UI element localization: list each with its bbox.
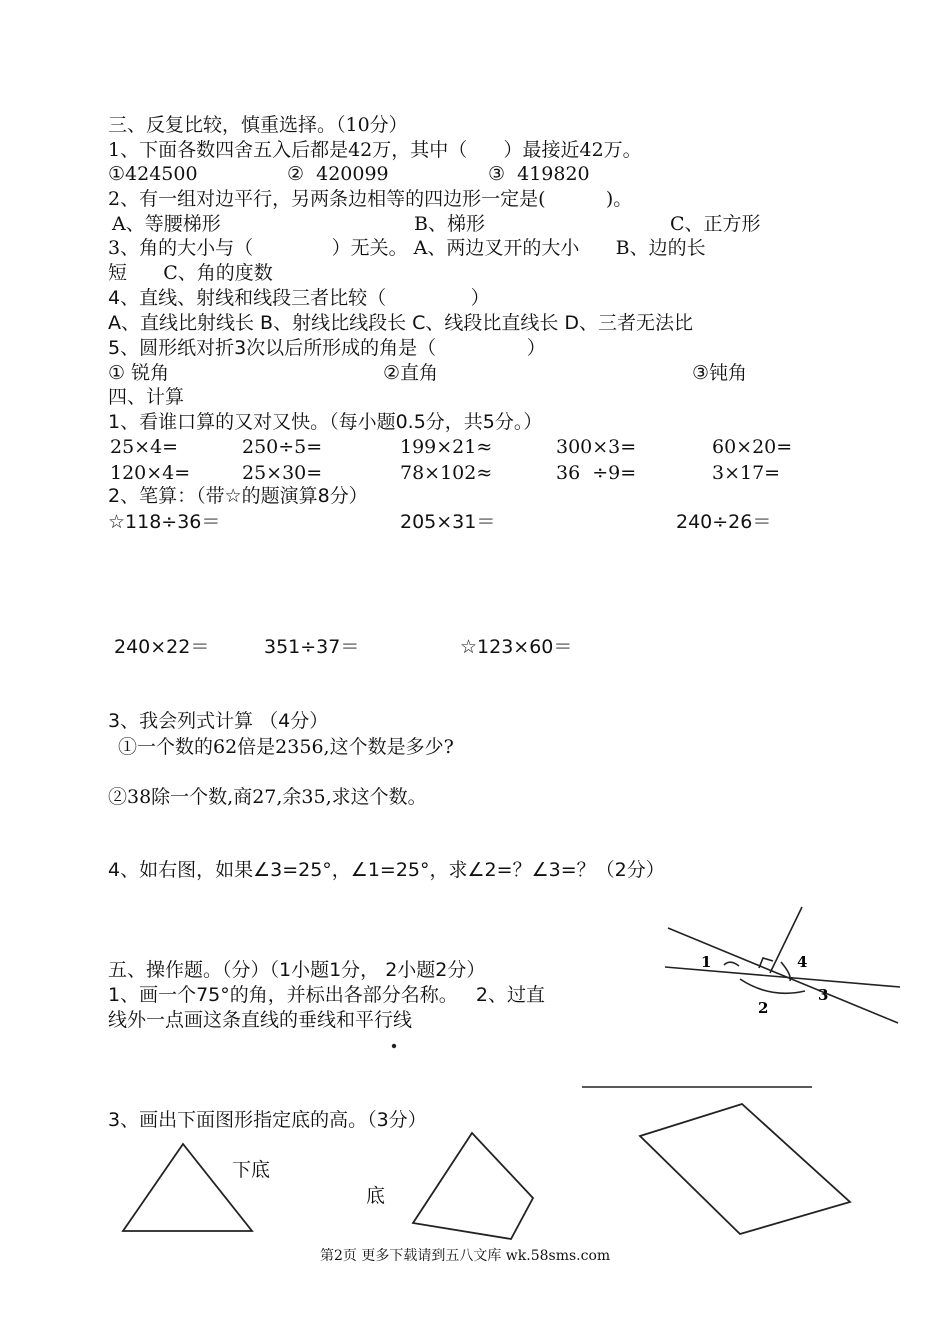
parallelogram-shape [634, 1098, 856, 1240]
given-line [580, 1084, 815, 1090]
page-footer: 第2页 更多下载请到五八文库 wk.58sms.com [320, 1248, 611, 1264]
figure-label-3: 3 [818, 986, 829, 1004]
q3-5-question: 5、圆形纸对折3次以后所形成的角是（ ） [108, 337, 546, 359]
written-item: 240÷26＝ [676, 511, 772, 533]
q3-4-options: A、直线比射线长 B、射线比线段长 C、线段比直线长 D、三者无法比 [108, 312, 694, 334]
oral-item: 36 ÷9= [556, 462, 637, 484]
angle-figure [660, 895, 910, 1035]
written-item: 205×31＝ [400, 511, 496, 533]
figure-label-4: 4 [797, 953, 808, 971]
q4-2-question: 2、笔算：（带☆的题演算8分） [108, 485, 368, 507]
q3-3-question-line1: 3、角的大小与（ ）无关。 A、两边叉开的大小 B、边的长 [108, 237, 706, 259]
q3-5-option-3: ③钝角 [692, 362, 748, 384]
q3-2-option-c: C、正方形 [670, 213, 761, 235]
q4-4-question: 4、如右图，如果∠3=25°，∠1=25°，求∠2=？∠3=？（2分） [108, 859, 665, 881]
written-item: 240×22＝ [114, 636, 210, 658]
q3-1-question: 1、下面各数四舍五入后都是42万，其中（ ）最接近42万。 [108, 139, 642, 161]
q3-1-option-3: ③ 419820 [488, 163, 590, 185]
q3-2-option-a: A、等腰梯形 [112, 213, 221, 235]
written-item: ☆118÷36＝ [108, 511, 221, 533]
oral-item: 300×3= [556, 436, 637, 458]
q4-3-part-b: ②38除一个数,商27,余35,求这个数。 [108, 786, 427, 808]
q3-1-option-2: ② 420099 [287, 163, 389, 185]
q3-5-option-2: ②直角 [383, 362, 439, 384]
triangle-base-label: 下底 [232, 1159, 271, 1181]
q5-3-question: 3、画出下面图形指定底的高。（3分） [108, 1109, 427, 1131]
q5-1-line1: 1、画一个75°的角，并标出各部分名称。 2、过直 [108, 984, 545, 1006]
oral-item: 199×21≈ [400, 436, 493, 458]
oral-item: 250÷5= [242, 436, 323, 458]
q4-3-part-a: ①一个数的62倍是2356,这个数是多少? [118, 736, 454, 758]
oral-item: 78×102≈ [400, 462, 493, 484]
q3-1-option-1: ①424500 [108, 163, 198, 185]
q4-3-question: 3、我会列式计算 （4分） [108, 710, 329, 732]
figure-label-2: 2 [758, 999, 769, 1017]
q3-3-question-line2: 短 C、角的度数 [108, 262, 273, 284]
q3-4-question: 4、直线、射线和线段三者比较（ ） [108, 287, 490, 309]
section4-title: 四、计算 [108, 386, 185, 408]
written-item: ☆123×60＝ [460, 636, 573, 658]
oral-item: 120×4= [110, 462, 191, 484]
q3-2-question: 2、有一组对边平行，另两条边相等的四边形一定是( )。 [108, 188, 633, 210]
oral-item: 25×4= [110, 436, 179, 458]
q3-2-option-b: B、梯形 [414, 213, 485, 235]
written-item: 351÷37＝ [264, 636, 360, 658]
diagonal-line [668, 928, 898, 1023]
q3-5-option-1: ① 锐角 [108, 362, 170, 384]
oral-item: 60×20= [712, 436, 793, 458]
section5-title: 五、操作题。（分）（1小题1分， 2小题2分） [108, 959, 486, 981]
section3-title: 三、反复比较，慎重选择。（10分） [108, 114, 408, 136]
q5-1-line2: 线外一点画这条直线的垂线和平行线 [108, 1009, 413, 1031]
triangle-shape [118, 1138, 258, 1238]
q4-1-question: 1、看谁口算的又对又快。（每小题0.5分，共5分。） [108, 411, 543, 433]
quadrilateral-base-label: 底 [366, 1185, 386, 1207]
oral-item: 25×30= [242, 462, 323, 484]
oral-item: 3×17= [712, 462, 781, 484]
arc-angle-1 [724, 962, 739, 966]
figure-label-1: 1 [701, 953, 712, 971]
quadrilateral-shape [408, 1128, 538, 1248]
point-dot [390, 1042, 398, 1050]
